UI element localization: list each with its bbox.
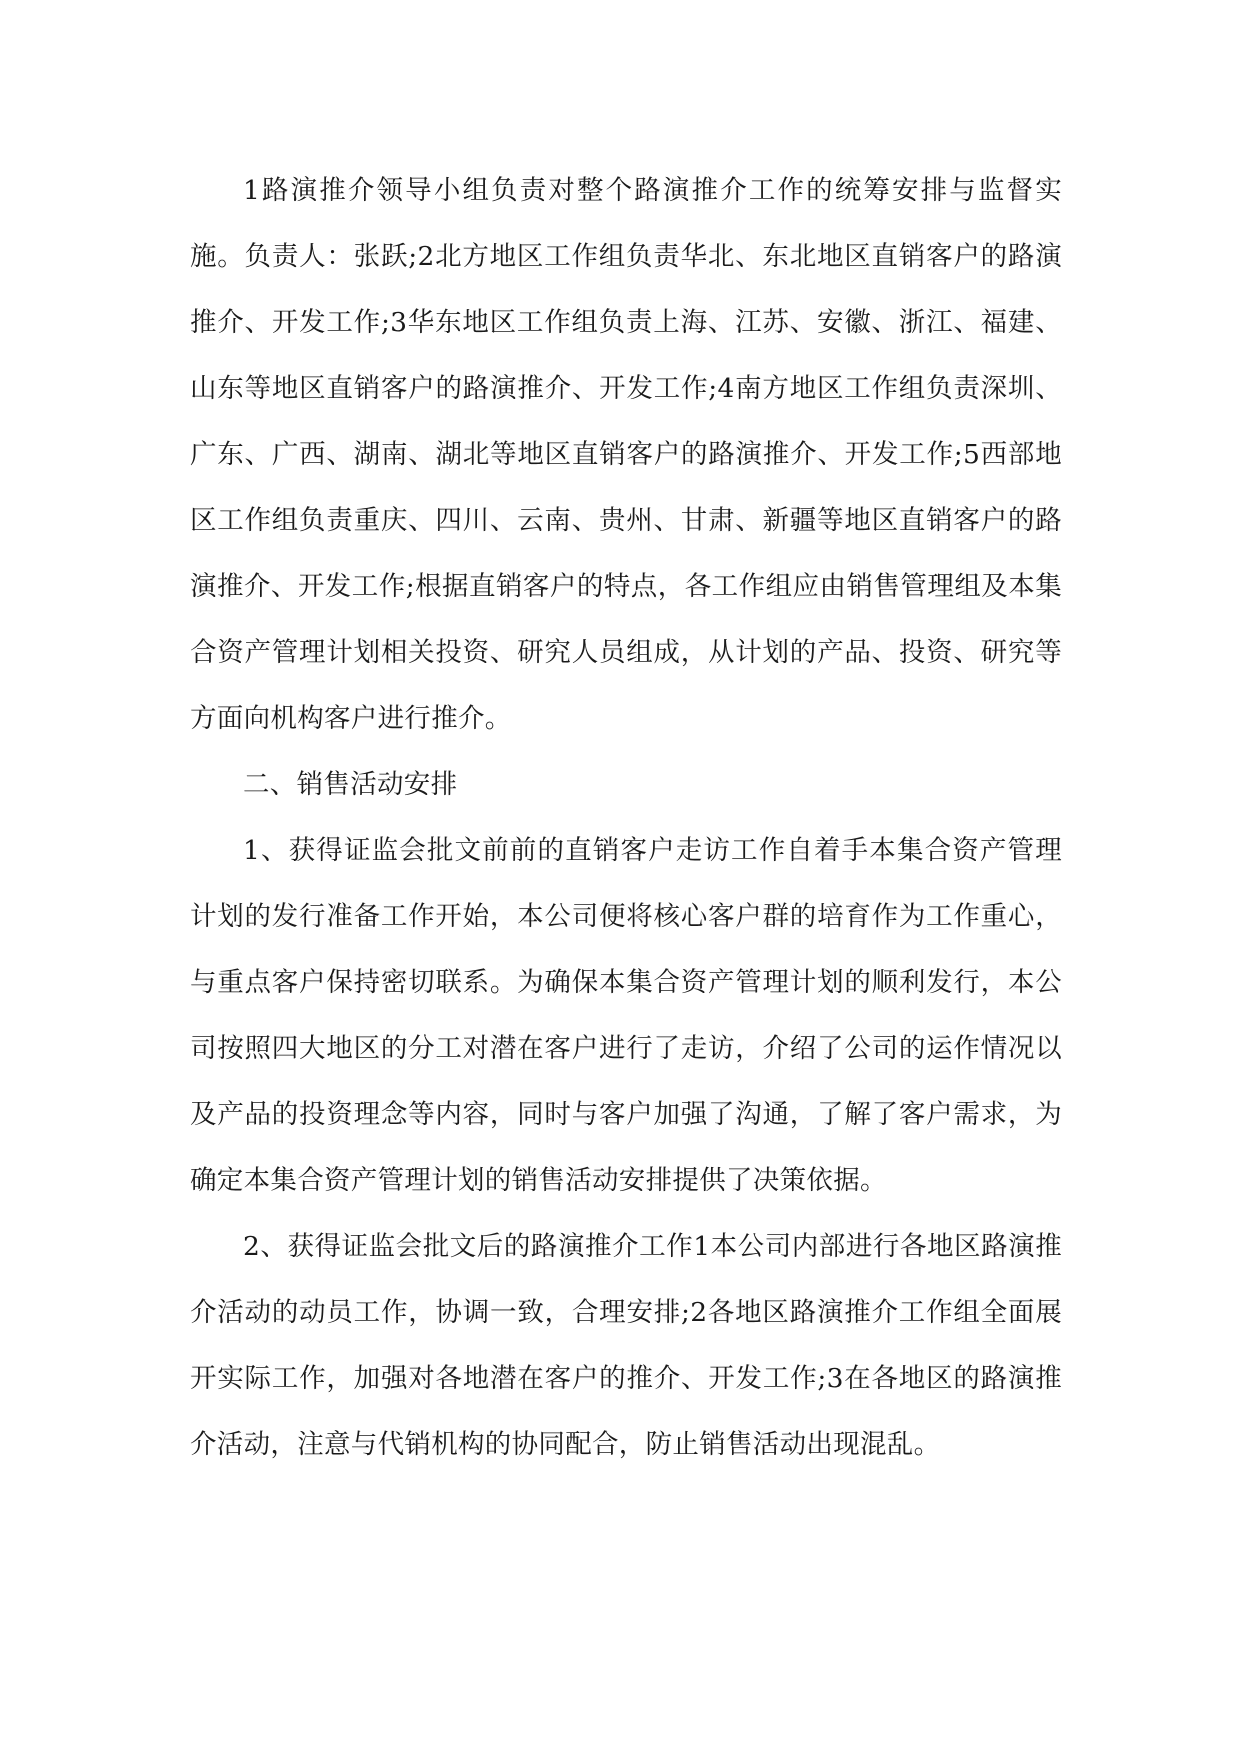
paragraph-team-duties: 1路演推介领导小组负责对整个路演推介工作的统筹安排与监督实施。负责人：张跃;2北方地区工作组负责华北、东北地区直销客户的路演推介、开发工作;3华东地区工作组负责上海、江苏、安徽、浙江、福建、山东等地区直销客户的路演推介、开发工作;4南方地区工作组负责深圳、广东、广西、湖南、湖北等地区直销客户的路演推介、开发工作;5西部地区工作组负责重庆、四川、云南、贵州、甘肃、新疆等地区直销客户的路演推介、开发工作;根据直销客户的特点，各工作组应由销售管理组及本集合资产管理计划相关投资、研究人员组成，从计划的产品、投资、研究等方面向机构客户进行推介。 xyxy=(190,175,1062,734)
section-heading-sales-activities: 二、销售活动安排 xyxy=(243,769,458,800)
paragraph-post-approval-roadshow: 2、获得证监会批文后的路演推介工作1本公司内部进行各地区路演推介活动的动员工作，协调一致，合理安排;2各地区路演推介工作组全面展开实际工作，加强对各地潜在客户的推介、开发工作;3在各地区的路演推介活动，注意与代销机构的协同配合，防止销售活动出现混乱。 xyxy=(190,1231,1062,1460)
document-body xyxy=(190,158,1062,1478)
paragraph-pre-approval-visits: 1、获得证监会批文前前的直销客户走访工作自着手本集合资产管理计划的发行准备工作开始，本公司便将核心客户群的培育作为工作重心，与重点客户保持密切联系。为确保本集合资产管理计划的顺利发行，本公司按照四大地区的分工对潜在客户进行了走访，介绍了公司的运作情况以及产品的投资理念等内容，同时与客户加强了沟通，了解了客户需求，为确定本集合资产管理计划的销售活动安排提供了决策依据。 xyxy=(190,835,1062,1196)
